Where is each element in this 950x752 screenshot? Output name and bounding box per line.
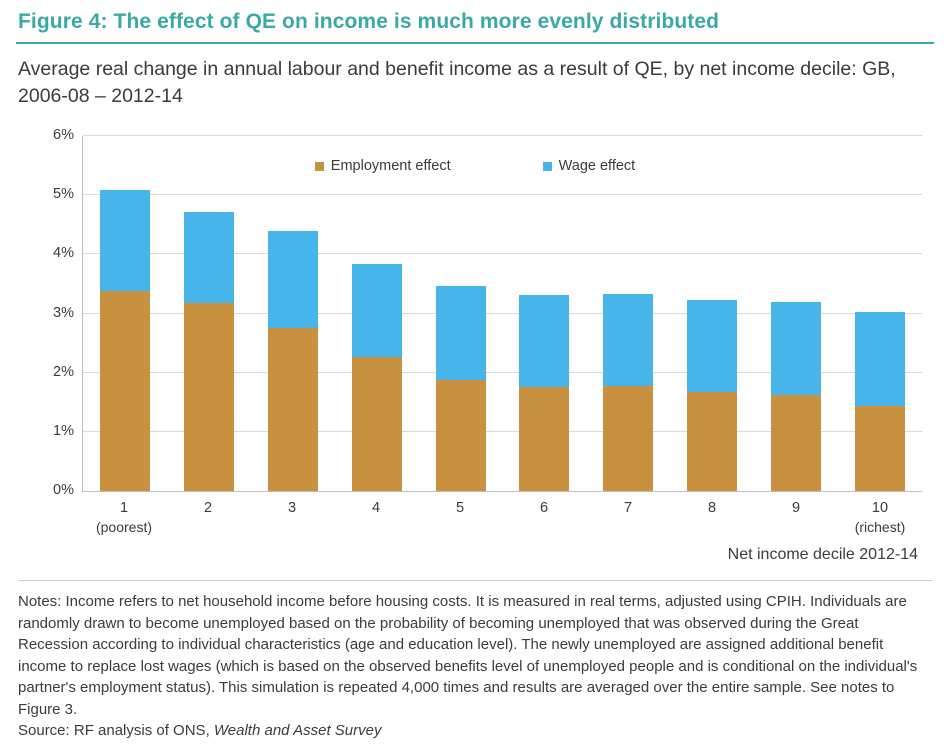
bar-segment-wage-effect: [100, 190, 150, 291]
x-axis-tick-label: [589, 492, 668, 544]
bar-segment-wage-effect: [268, 231, 318, 327]
bar-group: [505, 136, 584, 491]
x-tick-value: 9: [791, 500, 801, 516]
x-axis-tick-label: [337, 492, 416, 544]
bar-segment-wage-effect: [687, 300, 737, 392]
x-axis-tick-label: [841, 492, 920, 544]
bar-segment-wage-effect: [855, 312, 905, 405]
bar-group: [421, 136, 500, 491]
bar-segment-employment-effect: [519, 387, 569, 491]
figure-title: Figure 4: The effect of QE on income is much more evenly distributed: [18, 10, 720, 33]
x-tick-value: 7: [623, 500, 633, 516]
y-axis-tick-label: 3%: [53, 304, 74, 321]
bar-segment-employment-effect: [352, 357, 402, 491]
bar-segment-employment-effect: [268, 328, 318, 491]
bar-segment-employment-effect: [603, 386, 653, 491]
x-tick-value: 8: [707, 500, 717, 516]
x-axis-title: Net income decile 2012-14: [727, 546, 918, 563]
notes-source: [18, 720, 932, 742]
bar-group: [253, 136, 332, 491]
bar-group: [757, 136, 836, 491]
bar-group: [86, 136, 165, 491]
bar-segment-wage-effect: [603, 294, 653, 386]
x-tick-value: 1: [119, 500, 129, 516]
bar-segment-employment-effect: [100, 291, 150, 491]
source-prefix: Source: RF analysis of ONS,: [18, 722, 214, 739]
bar-group: [841, 136, 920, 491]
y-axis-tick-label: 0%: [53, 482, 74, 498]
x-tick-sublabel: (richest): [854, 519, 906, 535]
y-axis-tick-label: 4%: [53, 245, 74, 262]
x-axis-tick-label: [169, 492, 248, 544]
bar-series: [83, 136, 922, 491]
plot-area: [53, 127, 922, 498]
x-axis-tick-label: [505, 492, 584, 544]
x-tick-value: 10: [871, 500, 889, 516]
bar-segment-wage-effect: [352, 264, 402, 356]
bar-segment-employment-effect: [771, 395, 821, 491]
x-axis-tick-label: [757, 492, 836, 544]
bar-segment-employment-effect: [436, 380, 486, 491]
y-axis-tick-label: 6%: [53, 127, 74, 143]
bar-group: [169, 136, 248, 491]
x-tick-value: 5: [455, 500, 465, 516]
y-axis-tick-label: 1%: [53, 422, 74, 439]
x-tick-value: 6: [539, 500, 549, 516]
chart: [16, 124, 934, 544]
bar-segment-employment-effect: [855, 406, 905, 491]
notes-body: Notes: Income refers to net household income before housing costs. It is measured in real terms, adjusted using CPIH. Individuals are randomly drawn to become unemployed based on the probability of becoming unemployed that was observed during the Great Recession according to individual characteristics (age and education level). The newly unemployed are assigned additional benefit income to replace lost wages (which is based on the observed benefits level of unemployed people and is conditional on the individual's partner's employment status). This simulation is repeated 4,000 times and results are averaged over the entire sample. See notes to Figure 3.: [18, 593, 918, 718]
x-axis-tick-label: [421, 492, 500, 544]
bar-segment-employment-effect: [687, 392, 737, 491]
y-axis-tick-label: 2%: [53, 363, 74, 380]
x-tick-value: 3: [287, 500, 297, 516]
figure-notes: [16, 581, 934, 742]
source-publication: Wealth and Asset Survey: [213, 722, 382, 739]
x-tick-value: 4: [371, 500, 381, 516]
bar-segment-wage-effect: [771, 302, 821, 395]
x-tick-sublabel: (poorest): [95, 519, 152, 535]
x-axis-labels: [82, 492, 922, 544]
bar-segment-employment-effect: [184, 303, 234, 491]
figure-subtitle: Average real change in annual labour and benefit income as a result of QE, by net income decile: GB, 2006-08 – 2012-14: [18, 58, 896, 107]
x-tick-value: 2: [203, 500, 213, 516]
bar-group: [589, 136, 668, 491]
bar-segment-wage-effect: [519, 295, 569, 387]
bar-group: [337, 136, 416, 491]
x-axis-tick-label: [85, 492, 164, 544]
legend-label: Wage effect: [558, 158, 636, 174]
bar-group: [673, 136, 752, 491]
x-axis-tick-label: [673, 492, 752, 544]
x-axis-tick-label: [253, 492, 332, 544]
y-axis-tick-label: 5%: [53, 186, 74, 203]
bar-segment-wage-effect: [436, 286, 486, 379]
legend-label: Employment effect: [330, 158, 451, 174]
bar-segment-wage-effect: [184, 212, 234, 303]
